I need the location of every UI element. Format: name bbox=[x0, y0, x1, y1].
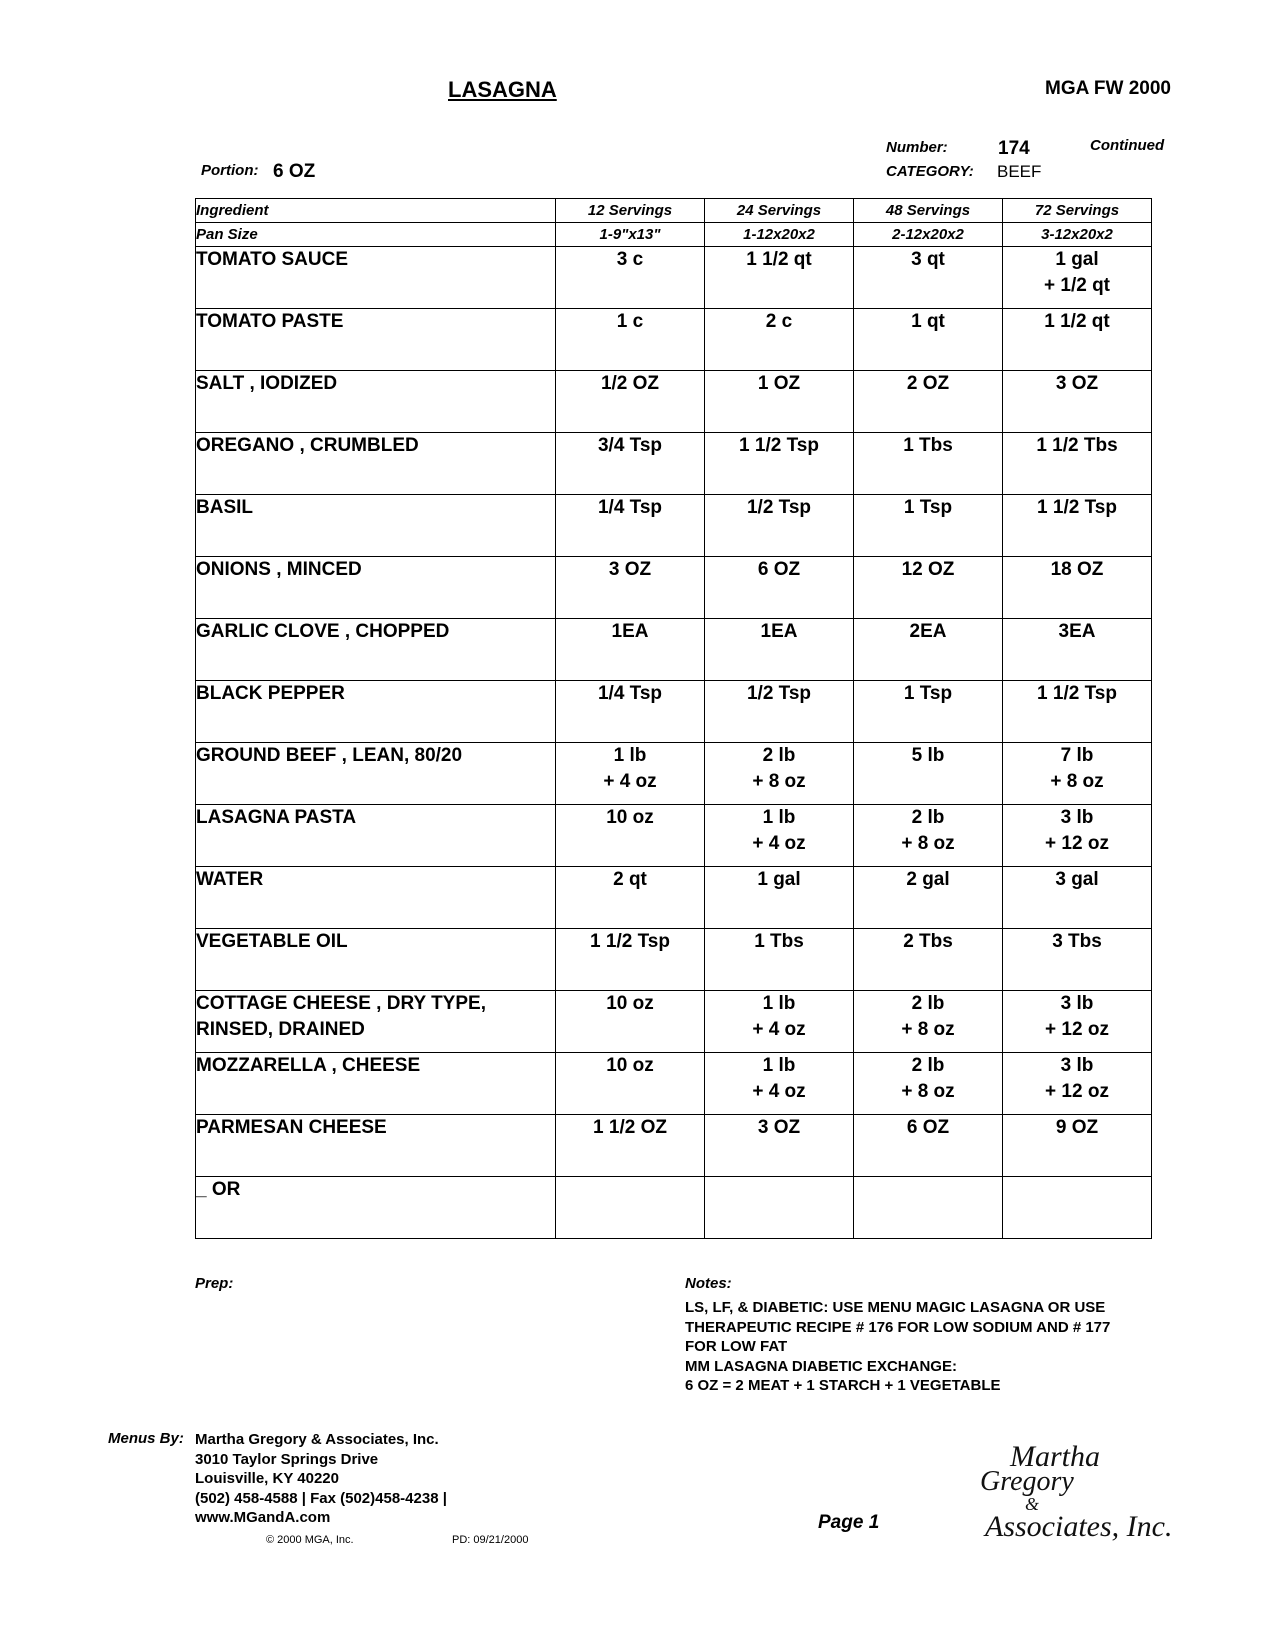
amount-line: 1 Tsp bbox=[903, 683, 953, 704]
amount-line: 1 1/2 Tsp bbox=[1037, 683, 1117, 704]
amount-line: 3 OZ bbox=[757, 1117, 801, 1138]
amount-cell bbox=[556, 371, 705, 433]
recipe-number: 174 bbox=[998, 138, 1030, 159]
notes-line: LS, LF, & DIABETIC: USE MENU MAGIC LASAGNA OR USE bbox=[685, 1299, 1106, 1316]
amount-line: 3 c bbox=[616, 249, 644, 270]
address-line: 3010 Taylor Springs Drive bbox=[195, 1450, 379, 1468]
address-line: Louisville, KY 40220 bbox=[195, 1470, 339, 1487]
amount-cell bbox=[705, 1115, 854, 1177]
ingredient-name bbox=[196, 867, 556, 929]
amount-cell bbox=[705, 309, 854, 371]
header-row bbox=[196, 199, 1152, 223]
amount-line: 1 qt bbox=[911, 311, 945, 332]
ingredient-row bbox=[196, 805, 1152, 867]
amount-line: 2EA bbox=[909, 621, 947, 642]
amount-line: 2 gal bbox=[906, 869, 950, 890]
amount-cell bbox=[854, 1115, 1003, 1177]
amount-line: 1 lb bbox=[613, 745, 647, 766]
amount-cell bbox=[556, 1177, 705, 1239]
amount-line: + 4 oz bbox=[752, 833, 806, 854]
ingredient-name bbox=[196, 1115, 556, 1177]
amount-line: 3 lb bbox=[1060, 993, 1094, 1014]
amount-line: 1/2 Tsp bbox=[746, 497, 812, 518]
amount-cell bbox=[854, 1177, 1003, 1239]
amount-cell bbox=[854, 1053, 1003, 1115]
amount-line: 3/4 Tsp bbox=[597, 435, 663, 456]
amount-line: + 8 oz bbox=[901, 833, 955, 854]
address-line: Martha Gregory & Associates, Inc. bbox=[195, 1431, 439, 1448]
pan-size-cell: Pan Size bbox=[196, 223, 556, 247]
amount-line: 1 1/2 Tsp bbox=[739, 435, 819, 456]
pan-size-cell: 1-12x20x2 bbox=[705, 223, 854, 247]
amount-cell bbox=[705, 371, 854, 433]
amount-line: 3 lb bbox=[1060, 807, 1094, 828]
print-date: PD: 09/21/2000 bbox=[452, 1534, 529, 1546]
amount-cell bbox=[705, 557, 854, 619]
amount-line: 1 lb bbox=[762, 807, 796, 828]
ingredient-name-line: BASIL bbox=[196, 497, 253, 518]
amount-cell bbox=[854, 929, 1003, 991]
ingredient-name-line: PARMESAN CHEESE bbox=[196, 1117, 387, 1138]
ingredient-name-line: SALT , IODIZED bbox=[196, 373, 338, 394]
ingredient-name bbox=[196, 743, 556, 805]
amount-cell bbox=[1003, 929, 1152, 991]
amount-line: 2 c bbox=[765, 311, 793, 332]
amount-line: 1 c bbox=[616, 311, 644, 332]
amount-cell bbox=[854, 991, 1003, 1053]
ingredient-name-line: TOMATO SAUCE bbox=[196, 249, 349, 270]
ingredient-name-line: OREGANO , CRUMBLED bbox=[196, 435, 419, 456]
amount-line: 2 lb bbox=[911, 1055, 945, 1076]
amount-line: 1 lb bbox=[762, 993, 796, 1014]
amount-line: 1 1/2 qt bbox=[1044, 311, 1110, 332]
pan-size-cell: 2-12x20x2 bbox=[854, 223, 1003, 247]
amount-line: + 12 oz bbox=[1045, 833, 1109, 854]
recipe-table-body bbox=[196, 199, 1152, 1239]
amount-cell bbox=[556, 433, 705, 495]
header-cell: 12 Servings bbox=[556, 199, 705, 223]
ingredient-row bbox=[196, 309, 1152, 371]
menus-by-label: Menus By: bbox=[108, 1430, 184, 1447]
amount-cell bbox=[1003, 619, 1152, 681]
prep-label: Prep: bbox=[195, 1275, 234, 1292]
amount-cell bbox=[556, 929, 705, 991]
ingredient-name-line: RINSED, DRAINED bbox=[196, 1019, 365, 1040]
amount-cell bbox=[854, 247, 1003, 309]
amount-cell bbox=[1003, 991, 1152, 1053]
amount-line: 1 gal bbox=[757, 869, 801, 890]
amount-line: 1/4 Tsp bbox=[597, 497, 663, 518]
header-cell: Ingredient bbox=[196, 199, 556, 223]
ingredient-name-line: TOMATO PASTE bbox=[196, 311, 344, 332]
amount-line: 1 1/2 qt bbox=[746, 249, 812, 270]
amount-cell bbox=[556, 743, 705, 805]
ingredient-name bbox=[196, 929, 556, 991]
amount-cell bbox=[1003, 557, 1152, 619]
amount-line: 2 OZ bbox=[906, 373, 950, 394]
amount-line: + 4 oz bbox=[603, 771, 657, 792]
amount-cell bbox=[1003, 247, 1152, 309]
amount-line: 1/2 OZ bbox=[600, 373, 660, 394]
amount-cell bbox=[1003, 1115, 1152, 1177]
amount-line: 1/4 Tsp bbox=[597, 683, 663, 704]
amount-cell bbox=[854, 495, 1003, 557]
amount-cell bbox=[1003, 495, 1152, 557]
logo-text: Gregory bbox=[980, 1466, 1074, 1497]
amount-line: 1 gal bbox=[1055, 249, 1099, 270]
amount-line: 1 1/2 OZ bbox=[593, 1117, 667, 1138]
amount-line: 10 oz bbox=[606, 993, 654, 1014]
ingredient-name bbox=[196, 495, 556, 557]
amount-cell bbox=[854, 805, 1003, 867]
amount-cell bbox=[1003, 1053, 1152, 1115]
amount-line: 9 OZ bbox=[1055, 1117, 1099, 1138]
amount-line: 3 OZ bbox=[608, 559, 652, 580]
amount-cell bbox=[705, 433, 854, 495]
amount-cell bbox=[556, 805, 705, 867]
amount-line: 3 qt bbox=[911, 249, 945, 270]
document-code: MGA FW 2000 bbox=[1045, 78, 1171, 99]
amount-line: + 8 oz bbox=[901, 1081, 955, 1102]
header-cell: 24 Servings bbox=[705, 199, 854, 223]
logo-text: Martha bbox=[1010, 1440, 1100, 1473]
ingredient-name bbox=[196, 309, 556, 371]
amount-cell bbox=[556, 867, 705, 929]
amount-cell bbox=[1003, 1177, 1152, 1239]
amount-line: + 8 oz bbox=[901, 1019, 955, 1040]
amount-cell bbox=[705, 929, 854, 991]
ingredient-name bbox=[196, 991, 556, 1053]
amount-cell bbox=[854, 681, 1003, 743]
notes-line: 6 OZ = 2 MEAT + 1 STARCH + 1 VEGETABLE bbox=[685, 1377, 1001, 1394]
amount-cell bbox=[705, 247, 854, 309]
ingredient-name-line: _ OR bbox=[196, 1179, 241, 1200]
ingredient-row bbox=[196, 557, 1152, 619]
amount-cell bbox=[854, 309, 1003, 371]
amount-line: 3 OZ bbox=[1055, 373, 1099, 394]
recipe-table bbox=[195, 198, 1152, 1239]
ingredient-name-line: VEGETABLE OIL bbox=[196, 931, 348, 952]
amount-line: + 1/2 qt bbox=[1044, 275, 1110, 296]
ingredient-row bbox=[196, 1053, 1152, 1115]
ingredient-name-line: GROUND BEEF , LEAN, 80/20 bbox=[196, 745, 463, 766]
ingredient-name bbox=[196, 247, 556, 309]
ingredient-row bbox=[196, 371, 1152, 433]
ingredient-row bbox=[196, 495, 1152, 557]
notes-text bbox=[685, 1298, 1205, 1396]
notes-line: FOR LOW FAT bbox=[685, 1338, 788, 1355]
website-link[interactable]: www.MGandA.com bbox=[195, 1509, 331, 1526]
amount-line: + 8 oz bbox=[1050, 771, 1104, 792]
amount-line: 2 Tbs bbox=[903, 931, 953, 952]
notes-label: Notes: bbox=[685, 1275, 732, 1292]
amount-line: 1 Tbs bbox=[754, 931, 804, 952]
amount-line: 3 gal bbox=[1055, 869, 1099, 890]
amount-line: 1 lb bbox=[762, 1055, 796, 1076]
amount-cell bbox=[854, 867, 1003, 929]
amount-cell bbox=[705, 681, 854, 743]
continued-label: Continued bbox=[1090, 137, 1165, 154]
amount-cell bbox=[705, 1177, 854, 1239]
amount-cell bbox=[556, 991, 705, 1053]
amount-line: 10 oz bbox=[606, 1055, 654, 1076]
ingredient-name bbox=[196, 433, 556, 495]
amount-cell bbox=[705, 495, 854, 557]
notes-line: MM LASAGNA DIABETIC EXCHANGE: bbox=[685, 1357, 957, 1375]
amount-cell bbox=[556, 309, 705, 371]
header-cell: 72 Servings bbox=[1003, 199, 1152, 223]
amount-line: + 4 oz bbox=[752, 1019, 806, 1040]
recipe-title: LASAGNA bbox=[448, 77, 557, 102]
amount-cell bbox=[705, 867, 854, 929]
amount-line: 1EA bbox=[611, 621, 649, 642]
portion-value: 6 OZ bbox=[273, 161, 316, 182]
header-cell: 48 Servings bbox=[854, 199, 1003, 223]
amount-cell bbox=[1003, 433, 1152, 495]
ingredient-row bbox=[196, 743, 1152, 805]
amount-line: 7 lb bbox=[1060, 745, 1094, 766]
ingredient-row bbox=[196, 1177, 1152, 1239]
company-address bbox=[195, 1430, 447, 1528]
ingredient-name-line: BLACK PEPPER bbox=[196, 683, 345, 704]
pan-size-cell: 3-12x20x2 bbox=[1003, 223, 1152, 247]
number-label: Number: bbox=[886, 139, 948, 156]
ingredient-row bbox=[196, 1115, 1152, 1177]
amount-line: 2 lb bbox=[911, 807, 945, 828]
amount-line: + 4 oz bbox=[752, 1081, 806, 1102]
ingredient-name-line: GARLIC CLOVE , CHOPPED bbox=[196, 621, 450, 642]
amount-cell bbox=[854, 433, 1003, 495]
amount-line: 1 Tsp bbox=[903, 497, 953, 518]
amount-cell bbox=[1003, 681, 1152, 743]
amount-line: 1 1/2 Tsp bbox=[590, 931, 670, 952]
ingredient-name bbox=[196, 1053, 556, 1115]
amount-cell bbox=[556, 247, 705, 309]
pan-size-cell: 1-9"x13" bbox=[556, 223, 705, 247]
amount-line: 3 lb bbox=[1060, 1055, 1094, 1076]
amount-cell bbox=[556, 1115, 705, 1177]
amount-cell bbox=[854, 557, 1003, 619]
ingredient-row bbox=[196, 929, 1152, 991]
ingredient-name bbox=[196, 619, 556, 681]
ingredient-row bbox=[196, 619, 1152, 681]
amount-line: 1 1/2 Tbs bbox=[1036, 435, 1118, 456]
ingredient-name bbox=[196, 557, 556, 619]
amount-cell bbox=[705, 1053, 854, 1115]
ingredient-row bbox=[196, 991, 1152, 1053]
amount-cell bbox=[705, 743, 854, 805]
portion-label: Portion: bbox=[201, 162, 259, 179]
amount-line: 1EA bbox=[760, 621, 798, 642]
amount-line: 6 OZ bbox=[757, 559, 801, 580]
amount-line: + 12 oz bbox=[1045, 1081, 1109, 1102]
amount-line: 6 OZ bbox=[906, 1117, 950, 1138]
ingredient-name bbox=[196, 681, 556, 743]
page-number: Page 1 bbox=[818, 1512, 880, 1533]
ingredient-name-line: ONIONS , MINCED bbox=[196, 559, 362, 580]
amount-cell bbox=[1003, 743, 1152, 805]
amount-cell bbox=[1003, 309, 1152, 371]
amount-cell bbox=[1003, 371, 1152, 433]
ingredient-name bbox=[196, 371, 556, 433]
amount-line: 1 1/2 Tsp bbox=[1037, 497, 1117, 518]
ingredient-row bbox=[196, 247, 1152, 309]
amount-cell bbox=[1003, 867, 1152, 929]
company-logo bbox=[970, 1440, 1173, 1550]
amount-cell bbox=[705, 619, 854, 681]
amount-cell bbox=[705, 991, 854, 1053]
amount-line: 1 OZ bbox=[757, 373, 801, 394]
ingredient-name-line: WATER bbox=[196, 869, 264, 890]
amount-cell bbox=[556, 1053, 705, 1115]
amount-cell bbox=[556, 495, 705, 557]
amount-line: + 8 oz bbox=[752, 771, 806, 792]
ingredient-name-line: MOZZARELLA , CHEESE bbox=[196, 1055, 421, 1076]
amount-line: 5 lb bbox=[911, 745, 945, 766]
logo-text: Associates, Inc. bbox=[985, 1510, 1173, 1543]
notes-line: THERAPEUTIC RECIPE # 176 FOR LOW SODIUM AND # 177 bbox=[685, 1318, 1111, 1336]
amount-line: 3 Tbs bbox=[1052, 931, 1102, 952]
logo-text: & bbox=[1025, 1494, 1040, 1514]
category-label: CATEGORY: bbox=[886, 163, 974, 180]
amount-cell bbox=[705, 805, 854, 867]
amount-line: 1 Tbs bbox=[903, 435, 953, 456]
amount-line: 18 OZ bbox=[1050, 559, 1104, 580]
ingredient-row bbox=[196, 433, 1152, 495]
ingredient-row bbox=[196, 681, 1152, 743]
pan-size-row bbox=[196, 223, 1152, 247]
amount-line: 2 lb bbox=[911, 993, 945, 1014]
amount-cell bbox=[556, 681, 705, 743]
amount-cell bbox=[1003, 805, 1152, 867]
amount-line: 3EA bbox=[1058, 621, 1096, 642]
ingredient-name bbox=[196, 805, 556, 867]
amount-line: 2 qt bbox=[613, 869, 647, 890]
amount-line: + 12 oz bbox=[1045, 1019, 1109, 1040]
amount-line: 2 lb bbox=[762, 745, 796, 766]
category-value: BEEF bbox=[997, 162, 1042, 181]
amount-cell bbox=[854, 619, 1003, 681]
amount-line: 1/2 Tsp bbox=[746, 683, 812, 704]
amount-cell bbox=[854, 743, 1003, 805]
ingredient-name-line: COTTAGE CHEESE , DRY TYPE, bbox=[196, 993, 486, 1014]
ingredient-name-line: LASAGNA PASTA bbox=[196, 807, 357, 828]
amount-cell bbox=[854, 371, 1003, 433]
ingredient-name bbox=[196, 1177, 556, 1239]
amount-cell bbox=[556, 557, 705, 619]
amount-line: 10 oz bbox=[606, 807, 654, 828]
copyright: © 2000 MGA, Inc. bbox=[266, 1534, 354, 1546]
amount-cell bbox=[556, 619, 705, 681]
amount-line: 12 OZ bbox=[901, 559, 955, 580]
ingredient-row bbox=[196, 867, 1152, 929]
address-line: (502) 458-4588 | Fax (502)458-4238 | bbox=[195, 1489, 447, 1507]
